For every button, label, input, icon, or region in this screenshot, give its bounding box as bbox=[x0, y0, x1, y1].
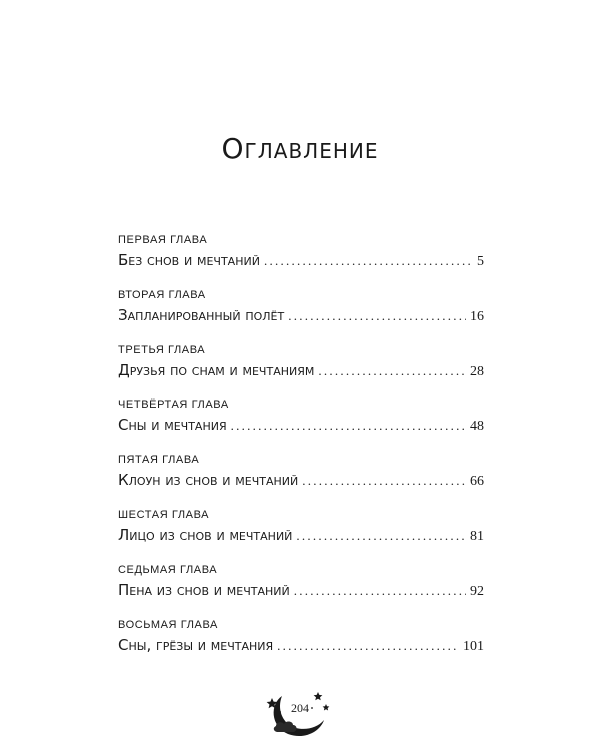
toc-entry-8[interactable] bbox=[118, 618, 484, 673]
chapter-title[interactable]: Запланированный полёт bbox=[118, 306, 285, 324]
chapter-title[interactable]: Лицо из снов и мечтаний bbox=[118, 526, 293, 544]
dot-leader bbox=[296, 528, 466, 544]
chapter-title[interactable]: Сны, грёзы и мечтания bbox=[118, 636, 274, 654]
toc-line bbox=[118, 251, 484, 271]
page-number[interactable]: 48 bbox=[470, 419, 484, 434]
toc-entry-5[interactable] bbox=[118, 453, 484, 508]
toc-entry-1[interactable] bbox=[118, 233, 484, 288]
chapter-label: ПЕРВАЯ ГЛАВА bbox=[118, 234, 208, 246]
page-number-footer: 204 bbox=[291, 701, 309, 715]
table-of-contents bbox=[118, 233, 484, 673]
chapter-label: ВОСЬМАЯ ГЛАВА bbox=[118, 619, 218, 631]
toc-line bbox=[118, 306, 484, 326]
chapter-label: ВТОРАЯ ГЛАВА bbox=[118, 289, 206, 301]
toc-entry-6[interactable] bbox=[118, 508, 484, 563]
dot-leader bbox=[318, 363, 466, 379]
toc-entry-7[interactable] bbox=[118, 563, 484, 618]
dot-leader bbox=[294, 583, 466, 599]
toc-line bbox=[118, 581, 484, 601]
dot-leader bbox=[264, 253, 473, 269]
chapter-label: СЕДЬМАЯ ГЛАВА bbox=[118, 564, 218, 576]
chapter-label: ПЯТАЯ ГЛАВА bbox=[118, 454, 200, 466]
page-number[interactable]: 5 bbox=[477, 254, 484, 269]
toc-entry-3[interactable] bbox=[118, 343, 484, 398]
chapter-title[interactable]: Пена из снов и мечтаний bbox=[118, 581, 290, 599]
chapter-label: ТРЕТЬЯ ГЛАВА bbox=[118, 344, 206, 356]
page-number[interactable]: 66 bbox=[470, 474, 484, 489]
chapter-title[interactable]: Друзья по снам и мечтаниям bbox=[118, 361, 315, 379]
page-number[interactable]: 16 bbox=[470, 309, 484, 324]
page-number[interactable]: 101 bbox=[463, 639, 484, 654]
page-number[interactable]: 81 bbox=[470, 529, 484, 544]
toc-line bbox=[118, 361, 484, 381]
page-title: Оглавление bbox=[221, 132, 379, 165]
toc-entry-4[interactable] bbox=[118, 398, 484, 453]
page-number[interactable]: 28 bbox=[470, 364, 484, 379]
chapter-title[interactable]: Без снов и мечтаний bbox=[118, 251, 260, 269]
chapter-title[interactable]: Сны и мечтания bbox=[118, 416, 227, 434]
dot-leader bbox=[231, 418, 466, 434]
page-footer bbox=[260, 682, 340, 742]
toc-line bbox=[118, 416, 484, 436]
toc-line bbox=[118, 471, 484, 491]
dot-leader bbox=[288, 308, 466, 324]
dot-leader bbox=[277, 638, 459, 654]
toc-line bbox=[118, 526, 484, 546]
toc-line bbox=[118, 636, 484, 656]
chapter-label: ЧЕТВЁРТАЯ ГЛАВА bbox=[118, 399, 229, 411]
chapter-title[interactable]: Клоун из снов и мечтаний bbox=[118, 471, 299, 489]
chapter-label: ШЕСТАЯ ГЛАВА bbox=[118, 509, 210, 521]
page-number[interactable]: 92 bbox=[470, 584, 484, 599]
dot-leader bbox=[302, 473, 466, 489]
toc-entry-2[interactable] bbox=[118, 288, 484, 343]
